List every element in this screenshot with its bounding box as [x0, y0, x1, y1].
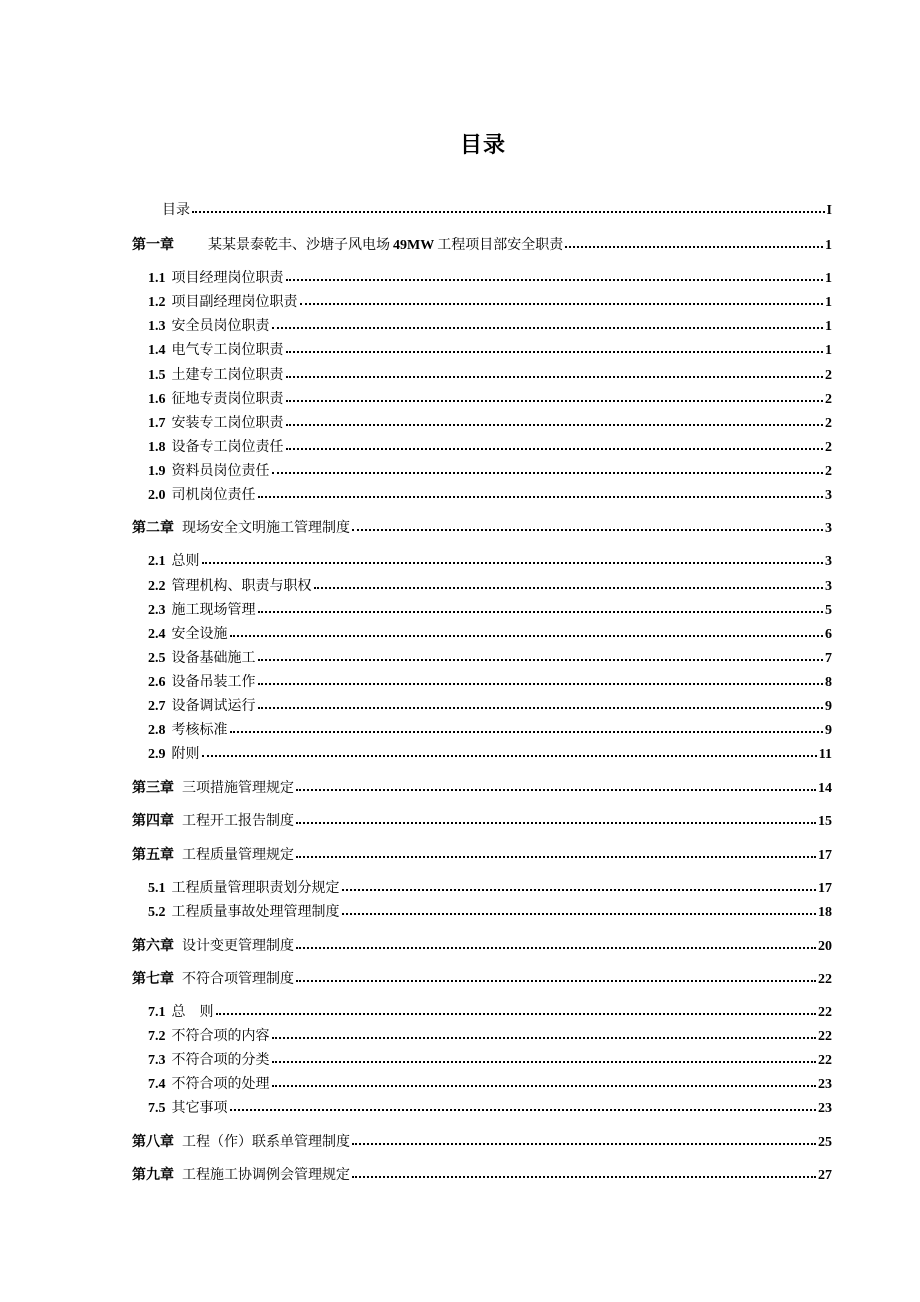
toc-section-entry[interactable] [148, 1099, 832, 1117]
toc-entry-label [172, 649, 256, 667]
toc-entry-label [172, 721, 228, 739]
toc-entry-label-text: 现场安全文明施工管理制度 [182, 520, 350, 536]
toc-entry-number: 1.9 [148, 464, 166, 479]
toc-entry-label-text: 征地专责岗位职责 [171, 391, 284, 407]
toc-entry-label-text: 司机岗位责任 [171, 487, 256, 503]
toc-page-number: 23 [818, 1101, 832, 1116]
toc-page-number: 1 [825, 319, 832, 334]
toc-entry-label-text: 土建专工岗位职责 [171, 367, 284, 383]
toc-entry-label [172, 1003, 214, 1021]
toc-entry-label-text: 工程质量管理规定 [182, 847, 294, 863]
toc-entry-label [172, 486, 256, 504]
dot-leader [342, 913, 817, 915]
dot-leader [286, 400, 824, 402]
toc-page-number: 1 [825, 295, 832, 310]
toc-entry-label [172, 903, 340, 921]
dot-leader [258, 707, 824, 709]
toc-chapter-entry[interactable] [132, 970, 832, 988]
toc-section-entry[interactable] [148, 577, 832, 595]
dot-leader [202, 755, 817, 757]
toc-page-number: 27 [818, 1168, 832, 1183]
toc-entry-label-text: 不符合项管理制度 [182, 971, 294, 987]
toc-entry[interactable] [162, 201, 832, 219]
toc-section-entry[interactable] [148, 1003, 832, 1021]
toc-entry-label [172, 625, 228, 643]
toc-entry-label-text: 其它事项 [171, 1100, 228, 1116]
toc-entry-number: 第六章 [132, 939, 174, 954]
toc-entry-label-text: 项目经理岗位职责 [171, 270, 284, 286]
toc-page-number: 3 [825, 521, 832, 536]
toc-entry-number: 1.2 [148, 295, 166, 310]
toc-page-number: 20 [818, 939, 832, 954]
toc-page-number: 22 [818, 972, 832, 987]
dot-leader [202, 562, 824, 564]
toc-entry-label-text: 安全员岗位职责 [171, 318, 270, 334]
toc-page-number: I [826, 203, 832, 218]
toc-page-number: 2 [825, 416, 832, 431]
toc-entry-label-text: 某某景泰乾丰、沙塘子风电场 [208, 237, 390, 253]
toc-section-entry[interactable] [148, 462, 832, 480]
toc-page-number: 2 [825, 440, 832, 455]
toc-entry-label-text: 安全设施 [171, 626, 228, 642]
toc-entry-label [182, 779, 294, 797]
dot-leader [272, 1061, 817, 1063]
toc-entry-number: 2.6 [148, 675, 166, 690]
toc-entry-label [172, 317, 270, 335]
dot-leader [352, 1176, 816, 1178]
toc-entry-label [172, 673, 256, 691]
toc-entry-number: 2.3 [148, 603, 166, 618]
toc-section-entry[interactable] [148, 390, 832, 408]
dot-leader [342, 889, 817, 891]
dot-leader [216, 1013, 817, 1015]
dot-leader [272, 472, 824, 474]
toc-entry-label-text: 工程（作）联系单管理制度 [182, 1134, 350, 1150]
toc-entry-label-text: 不符合项的内容 [171, 1028, 270, 1044]
toc-entry-label-text: 安装专工岗位职责 [171, 415, 284, 431]
toc-entry-label-text: 不符合项的分类 [171, 1052, 270, 1068]
toc-entry-label [172, 341, 284, 359]
toc-page-number: 22 [818, 1005, 832, 1020]
toc-section-entry[interactable] [148, 625, 832, 643]
toc-section-entry[interactable] [148, 438, 832, 456]
toc-entry-label [172, 745, 200, 763]
toc-section-entry[interactable] [148, 269, 832, 287]
toc-entry-label [172, 1027, 270, 1045]
toc-entry-label [172, 414, 284, 432]
toc-entry-label-text: 设备基础施工 [171, 650, 256, 666]
toc-entry-label-text: 目录 [162, 202, 190, 218]
toc-page-number: 2 [825, 392, 832, 407]
toc-page-number: 23 [818, 1077, 832, 1092]
toc-page-number: 3 [825, 554, 832, 569]
toc-section-entry[interactable] [148, 1051, 832, 1069]
toc-entry-label-text: 设计变更管理制度 [182, 938, 294, 954]
toc-entry-label [172, 269, 284, 287]
toc-page-number: 1 [825, 271, 832, 286]
toc-page-number: 17 [818, 881, 832, 896]
dot-leader [352, 529, 823, 531]
toc-page-number: 18 [818, 905, 832, 920]
toc-entry-number: 2.4 [148, 627, 166, 642]
toc-page-number: 25 [818, 1135, 832, 1150]
toc-page-number: 9 [825, 699, 832, 714]
dot-leader [286, 351, 824, 353]
dot-leader [286, 424, 824, 426]
dot-leader [296, 980, 816, 982]
dot-leader [230, 635, 824, 637]
toc-entry-number: 1.4 [148, 343, 166, 358]
toc-entry-label [162, 201, 190, 219]
dot-leader [352, 1143, 816, 1145]
toc-entry-number: 7.4 [148, 1077, 166, 1092]
dot-leader [296, 856, 816, 858]
toc-entry-number: 7.3 [148, 1053, 166, 1068]
toc-section-entry[interactable] [148, 414, 832, 432]
toc-chapter-entry[interactable] [132, 236, 832, 254]
toc-entry-number: 7.2 [148, 1029, 166, 1044]
toc-entry-label-text: 总则 [171, 553, 200, 569]
toc-entry-number: 7.5 [148, 1101, 166, 1116]
toc-section-entry[interactable] [148, 552, 832, 570]
dot-leader [272, 1085, 817, 1087]
toc-section-entry[interactable] [148, 366, 832, 384]
dot-leader [230, 1109, 817, 1111]
toc-entry-label [182, 1133, 350, 1151]
toc-entry-label [172, 366, 284, 384]
toc-page-number: 2 [825, 464, 832, 479]
dot-leader [286, 279, 824, 281]
toc-section-entry[interactable] [148, 879, 832, 897]
toc-page-number: 11 [818, 747, 832, 762]
toc-entry-label-text: 电气专工岗位职责 [171, 342, 284, 358]
toc-entry-number: 1.6 [148, 392, 166, 407]
dot-leader [258, 659, 824, 661]
toc-entry-number: 1.7 [148, 416, 166, 431]
dot-leader [286, 448, 824, 450]
toc-entry-label [182, 1166, 350, 1184]
toc-entry-label [172, 462, 270, 480]
toc-entry-label [172, 1099, 228, 1117]
toc-entry-label-text: 项目副经理岗位职责 [171, 294, 298, 310]
toc-entry-number: 2.0 [148, 488, 166, 503]
toc-section-entry[interactable] [148, 649, 832, 667]
toc-entry-label-text: 工程质量管理职责划分规定 [171, 880, 340, 896]
toc-entry-number: 5.1 [148, 881, 166, 896]
dot-leader [296, 822, 816, 824]
toc-entry-label-text: 施工现场管理 [171, 602, 256, 618]
toc-page-number: 22 [818, 1029, 832, 1044]
toc-page-number: 1 [825, 238, 832, 253]
toc-entry-label [172, 438, 284, 456]
toc-entry-label [182, 937, 294, 955]
toc-entry-label-text: 工程开工报告制度 [182, 813, 294, 829]
dot-leader [258, 611, 824, 613]
toc-entry-number: 第一章 [132, 238, 174, 253]
dot-leader [272, 327, 824, 329]
toc-entry-label [182, 519, 350, 537]
toc-section-entry[interactable] [148, 1075, 832, 1093]
toc-entry-label [208, 236, 563, 255]
toc-entry-label [182, 846, 294, 864]
toc-entry-number: 2.2 [148, 579, 166, 594]
toc-section-entry[interactable] [148, 341, 832, 359]
toc-entry-label [172, 293, 298, 311]
toc-section-entry[interactable] [148, 903, 832, 921]
toc-page-number: 14 [818, 781, 832, 796]
toc-section-entry[interactable] [148, 721, 832, 739]
toc-entry-label-text: 资料员岗位责任 [171, 463, 270, 479]
toc-entry-number: 第四章 [132, 814, 174, 829]
toc-entry-label-text: 管理机构、职责与职权 [171, 578, 312, 594]
dot-leader [258, 496, 824, 498]
toc-entry-number: 第五章 [132, 848, 174, 863]
toc-entry-label-text: 设备吊装工作 [171, 674, 256, 690]
toc-entry-label [172, 552, 200, 570]
toc-page-number: 3 [825, 579, 832, 594]
toc-entry-label [182, 970, 294, 988]
dot-leader [286, 376, 824, 378]
toc-entry-label-bold: 49MW [393, 238, 435, 253]
toc-entry-label [172, 390, 284, 408]
toc-chapter-entry[interactable] [132, 779, 832, 797]
toc-page-number: 7 [825, 651, 832, 666]
toc-entry-label-text: 工程质量事故处理管理制度 [171, 904, 340, 920]
toc-section-entry[interactable] [148, 745, 832, 763]
toc-entry-number: 2.5 [148, 651, 166, 666]
toc-entry-number: 1.5 [148, 368, 166, 383]
toc-entry-number: 2.1 [148, 554, 166, 569]
toc-entry-label-text: 三项措施管理规定 [182, 780, 294, 796]
toc-entry-number: 2.7 [148, 699, 166, 714]
dot-leader [230, 731, 824, 733]
dot-leader [300, 303, 824, 305]
dot-leader [258, 683, 824, 685]
toc-section-entry[interactable] [148, 293, 832, 311]
toc-entry-number: 1.1 [148, 271, 166, 286]
toc-section-entry[interactable] [148, 673, 832, 691]
dot-leader [565, 246, 823, 248]
toc-entry-label-text: 工程施工协调例会管理规定 [182, 1167, 350, 1183]
toc-entry-label [172, 697, 256, 715]
toc-entry-number: 第九章 [132, 1168, 174, 1183]
toc-page-number: 22 [818, 1053, 832, 1068]
toc-entry-number: 第七章 [132, 972, 174, 987]
toc-entry-number: 2.9 [148, 747, 166, 762]
toc-entry-label-tail: 工程项目部安全职责 [437, 237, 564, 253]
toc-page-number: 9 [825, 723, 832, 738]
toc-entry-label-text: 设备调试运行 [171, 698, 256, 714]
toc-section-entry[interactable] [148, 486, 832, 504]
toc-entry-label [182, 812, 294, 830]
toc-page-number: 17 [818, 848, 832, 863]
toc-entry-label-text: 不符合项的处理 [171, 1076, 270, 1092]
toc-entry-label [172, 601, 256, 619]
toc-entry-number: 第八章 [132, 1135, 174, 1150]
toc-entry-label [172, 1051, 270, 1069]
toc-section-entry[interactable] [148, 601, 832, 619]
toc-entry-label-text: 考核标准 [171, 722, 228, 738]
toc-entry-label-text: 附则 [171, 746, 200, 762]
toc-page-number: 5 [825, 603, 832, 618]
toc-entry-number: 第三章 [132, 781, 174, 796]
dot-leader [314, 587, 824, 589]
toc-page-number: 6 [825, 627, 832, 642]
toc-section-entry[interactable] [148, 317, 832, 335]
dot-leader [192, 211, 825, 213]
toc-chapter-entry[interactable] [132, 846, 832, 864]
toc-entry-label [172, 1075, 270, 1093]
toc-entry-number: 2.8 [148, 723, 166, 738]
dot-leader [272, 1037, 817, 1039]
toc-chapter-entry[interactable] [132, 812, 832, 830]
toc-entry-number: 1.3 [148, 319, 166, 334]
toc-entry-number: 第二章 [132, 521, 174, 536]
toc-section-entry[interactable] [148, 1027, 832, 1045]
toc-chapter-entry[interactable] [132, 519, 832, 537]
toc-entry-label-text: 设备专工岗位责任 [171, 439, 284, 455]
toc-entry-label [172, 879, 340, 897]
toc-page-number: 15 [818, 814, 832, 829]
dot-leader [296, 789, 816, 791]
toc-entry-label-text: 总 则 [171, 1004, 214, 1020]
toc-chapter-entry[interactable] [132, 1133, 832, 1151]
toc-entry-number: 5.2 [148, 905, 166, 920]
toc-page-number: 3 [825, 488, 832, 503]
toc-page-number: 8 [825, 675, 832, 690]
toc-page-number: 1 [825, 343, 832, 358]
toc-entry-number: 7.1 [148, 1005, 166, 1020]
toc-entry-label [172, 577, 312, 595]
toc-chapter-entry[interactable] [132, 1166, 832, 1184]
toc-page-number: 2 [825, 368, 832, 383]
toc-chapter-entry[interactable] [132, 937, 832, 955]
toc-entry-number: 1.8 [148, 440, 166, 455]
toc-section-entry[interactable] [148, 697, 832, 715]
dot-leader [296, 947, 816, 949]
page-title: 目录 [459, 132, 506, 158]
